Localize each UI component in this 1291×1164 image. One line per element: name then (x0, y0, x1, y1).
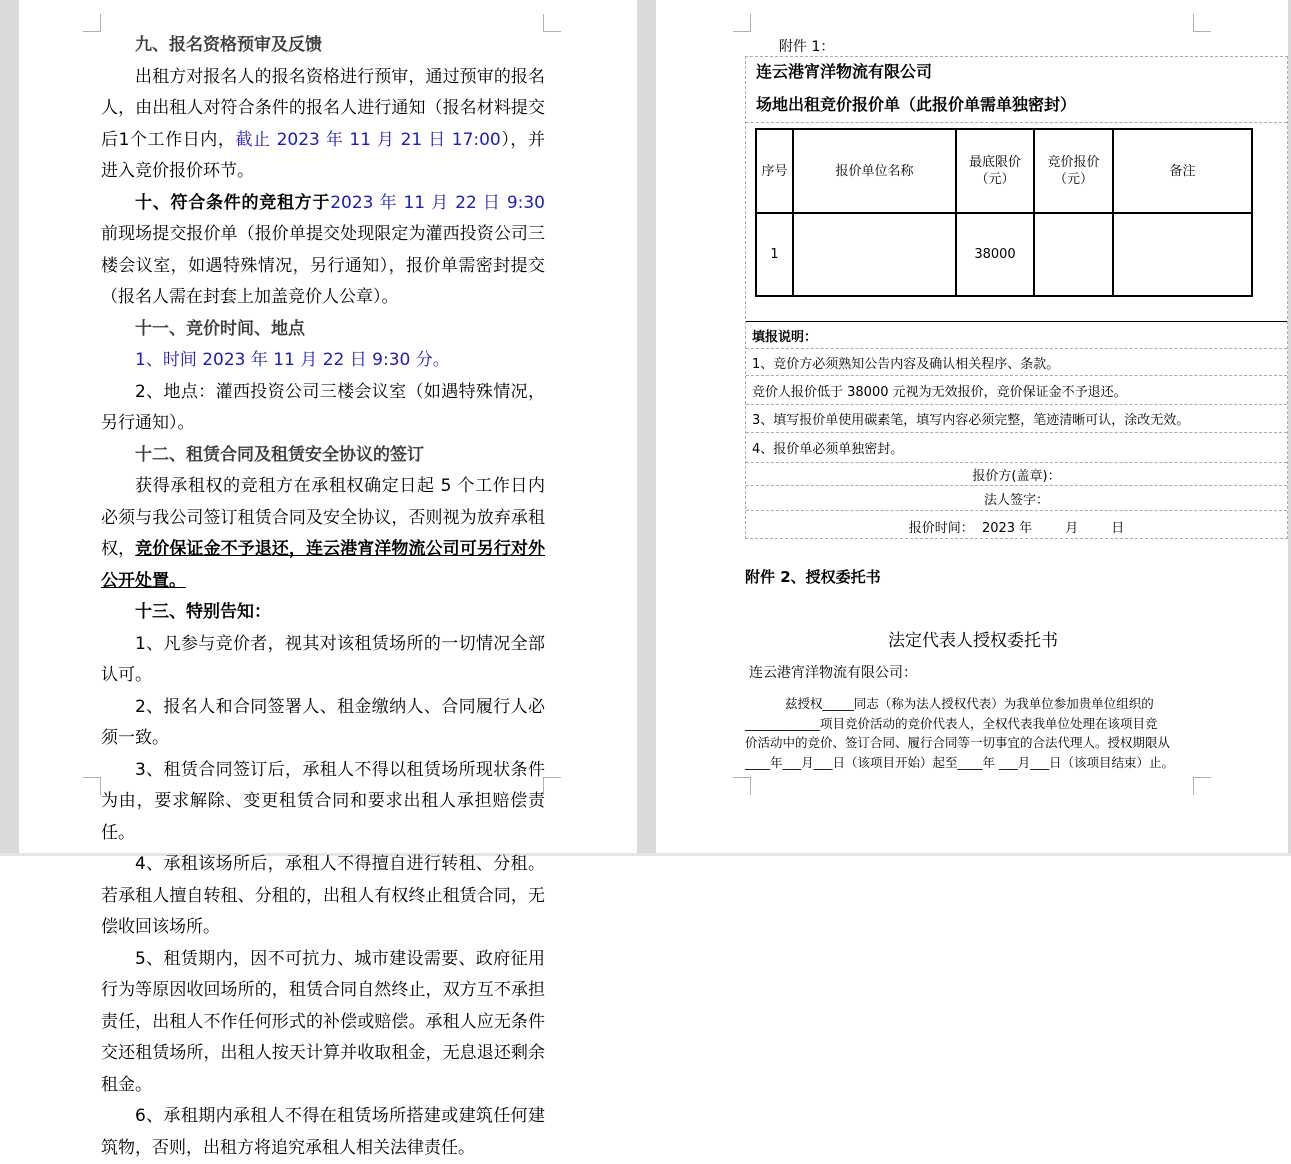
col-serial: 序号 (756, 129, 793, 213)
para9-text: 出租方对报名人的报名资格进行预审，通过预审的报名人，由出租人对符合条件的报名人进行通知（报名材料提交后1个工作日内， (101, 66, 545, 150)
authorization-salutation: 连云港宵洋物流有限公司： (749, 665, 917, 681)
quote-form-box (745, 56, 1288, 539)
cell-bidder-name (793, 213, 956, 296)
item-13-3: 3、租赁合同签订后，承租人不得以租赁场所现状条件为由，要求解除、变更租赁合同和要求出租人承担赔偿责任。 (101, 759, 545, 843)
note-item-4: 4、报价单必须单独密封。 (746, 433, 1287, 463)
crop-mark-left-page-top-left (83, 14, 101, 32)
item-11-1: 1、时间 2023 年 11 月 22 日 9:30 分。 (135, 350, 450, 370)
quote-table-row (756, 213, 1252, 296)
item-13-1: 1、凡参与竞价者，视其对该租赁场所的一切情况全部认可。 (101, 633, 545, 685)
auth-body-line-4: ____年___月___日（该项目开始）起至____年 ___月___日（该项目结束）止。 (745, 754, 1174, 770)
quote-table-area (746, 123, 1287, 321)
heading-section-12: 十二、租赁合同及租赁安全协议的签订 (135, 444, 424, 465)
page-left[interactable] (19, 0, 637, 1158)
crop-mark-left-page-top-right (543, 14, 561, 32)
note-item-2: 竞价人报价低于 38000 元视为无效报价，竞价保证金不予退还。 (746, 376, 1287, 405)
para10-date: 2023 年 11 月 22 日 9:30 (330, 192, 545, 213)
left-chrome-strip (0, 0, 19, 856)
notes-title: 填报说明： (746, 322, 1287, 349)
crop-mark-right-page-top-right (1193, 14, 1211, 32)
col-bid-price: 竞价报价（元） (1034, 129, 1113, 213)
attachment1-label: 附件 1： (779, 39, 835, 55)
col-bidder-name: 报价单位名称 (793, 129, 956, 213)
para10-lead: 十、符合条件的竞租方于 (135, 192, 331, 213)
col-remarks: 备注 (1113, 129, 1252, 213)
crop-mark-left-page-bottom-left (83, 777, 101, 795)
cell-remarks (1113, 213, 1252, 296)
item-11-2: 2、地点：灌西投资公司三楼会议室（如遇特殊情况，另行通知）。 (101, 381, 545, 433)
auth-body-line-1: 兹授权_____同志（称为法人授权代表）为我单位参加贵单位组织的 (785, 696, 1154, 711)
page-gap-strip (637, 0, 656, 856)
crop-mark-right-page-bottom-right (1193, 777, 1211, 795)
para10-tail: 前现场提交报价单（报价单提交处现限定为灌西投资公司三楼会议室，如遇特殊情况，另行通知），报价单需密封提交（报名人需在封套上加盖竞价人公章）。 (101, 224, 545, 307)
quote-date-label: 报价时间： 2023 年 月 日 (908, 520, 1125, 536)
para-section-12 (101, 471, 545, 597)
cell-serial: 1 (756, 213, 793, 296)
auth-body-line-3: 价活动中的竞价、签订合同、履行合同等一切事宜的合法代理人。授权期限从 (745, 735, 1171, 750)
para12-text: 获得承租权的竞租方在承租权确定日起 5 个工作日内必须与我公司签订租赁合同及安全协议，否则视为放弃承租权， (101, 476, 545, 559)
para9-tail: ），并进入竞价报价环节。 (101, 129, 545, 181)
cell-bid-price (1034, 213, 1113, 296)
heading-section-11: 十一、竞价时间、地点 (135, 318, 305, 339)
para-section-9 (101, 62, 545, 188)
left-page-body (19, 0, 637, 1164)
para9-deadline: 截止 2023 年 11 月 21 日 17:00 (235, 129, 501, 150)
para12-warning: 竞价保证金不予退还，连云港宵洋物流公司可另行对外公开处置。 (101, 539, 546, 591)
item-13-2: 2、报名人和合同签署人、租金缴纳人、合同履行人必须一致。 (101, 696, 545, 748)
para-section-10 (101, 188, 545, 314)
note-item-3: 3、填写报价单使用碳素笔，填写内容必须完整，笔迹清晰可认，涂改无效。 (746, 405, 1287, 433)
crop-mark-right-page-top-left (733, 14, 751, 32)
quote-table-header-row (756, 129, 1252, 213)
legal-signature-label: 法人签字： (746, 486, 1287, 511)
authorization-body (745, 694, 1207, 772)
note-item-1: 1、竞价方必须熟知公告内容及确认相关程序、条款。 (746, 349, 1287, 376)
crop-mark-right-page-bottom-left (733, 777, 751, 795)
page-right[interactable] (656, 0, 1288, 853)
cell-floor-price: 38000 (956, 213, 1034, 296)
quote-table (755, 128, 1253, 297)
crop-mark-left-page-bottom-right (543, 777, 561, 795)
authorization-title: 法定代表人授权委托书 (888, 631, 1058, 651)
fill-in-notes (746, 321, 1287, 541)
quote-form-title-block (746, 57, 1287, 123)
heading-section-9: 九、报名资格预审及反馈 (135, 35, 322, 55)
item-13-4: 4、承租该场所后，承租人不得擅自进行转租、分租。若承租人擅自转租、分租的，出租人有权终止租赁合同，无偿收回该场所。 (101, 854, 545, 937)
attachment2-label: 附件 2、授权委托书 (745, 568, 881, 586)
heading-section-13: 十三、特别告知： (135, 602, 271, 622)
quote-form-title: 场地出租竞价报价单（此报价单需单独密封） (756, 95, 1077, 114)
item-13-6: 6、承租期内承租人不得在租赁场所搭建或建筑任何建筑物，否则，出租方将追究承租人相关法律责任。 (101, 1106, 545, 1158)
quote-form-company: 连云港宵洋物流有限公司 (756, 62, 933, 81)
auth-body-line-2: ____________项目竞价活动的竞价代表人，全权代表我单位处理在该项目竞 (745, 715, 1158, 731)
signer-seal-label: 报价方(盖章)： (746, 463, 1287, 486)
item-13-5: 5、租赁期内，因不可抗力、城市建设需要、政府征用行为等原因收回场所的，租赁合同自然终止，双方互不承担责任，出租人不作任何形式的补偿或赔偿。承租人应无条件交还租赁场所，出租人按天计算并收取租金，无息退还剩余租金。 (101, 948, 545, 1095)
col-floor-price: 最底限价（元） (956, 129, 1034, 213)
